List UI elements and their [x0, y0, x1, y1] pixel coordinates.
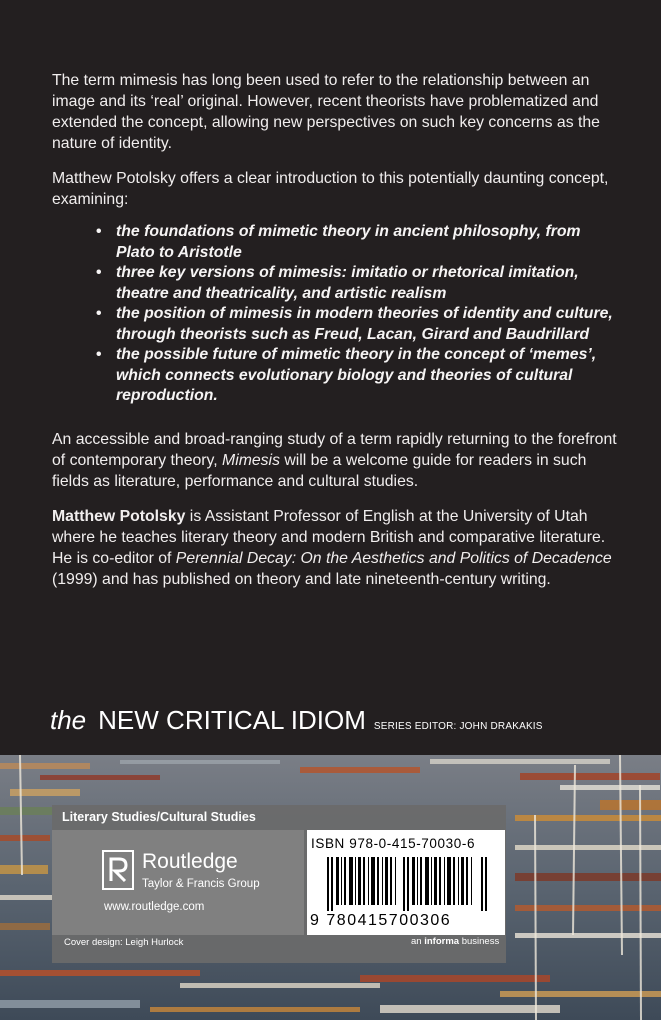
isbn-label: ISBN 978-0-415-70030-6: [311, 836, 476, 851]
publisher-group: Taylor & Francis Group: [142, 878, 260, 890]
informa-business: an informa business: [411, 936, 500, 947]
isbn-barcode-block: [307, 830, 505, 935]
bullet-icon: •: [96, 223, 102, 240]
barcode-icon: [327, 857, 487, 911]
topic-list: [52, 222, 617, 407]
summary-paragraph: An accessible and broad-ranging study of a term rapidly returning to the forefront of contemporary theory, Mimesis will be a welcome guide for readers in such fields as literature, performance and cultural studies.: [52, 430, 617, 490]
author-bio: Matthew Potolsky is Assistant Professor of English at the University of Utah where he teaches literary theory and modern British and comparative literature. He is co-editor of Perennial Decay: On the Aesthetics and Politics of Decadence (1999) and has published on theory and late nineteenth-century writing.: [52, 507, 612, 588]
publisher-block: [52, 830, 304, 935]
info-panel: [52, 805, 506, 963]
book-title: Mimesis: [222, 451, 280, 469]
list-item: • the possible future of mimetic theory in the concept of ‘memes’, which connects evolutionary biology and theories of cultural reproduction.: [96, 346, 597, 404]
bullet-icon: •: [96, 264, 102, 281]
routledge-logo-icon: [102, 850, 134, 890]
series-line: [50, 705, 543, 736]
list-item: • the position of mimesis in modern theories of identity and culture, through theorists such as Freud, Lacan, Girard and Baudrillard: [96, 305, 613, 343]
back-cover-text: [52, 70, 617, 590]
intro-paragraph: The term mimesis has long been used to refer to the relationship between an image and its ‘real’ original. However, recent theorists have problematized and extended the concept, allowing new perspectives on such key concerns as the nature of identity.: [52, 72, 600, 152]
publisher-website: www.routledge.com: [104, 901, 205, 913]
barcode-digits: 9 780415700306: [310, 912, 452, 929]
author-name: Matthew Potolsky: [52, 507, 186, 525]
cover-design-credit: Cover design: Leigh Hurlock: [64, 937, 184, 948]
list-item: • three key versions of mimesis: imitatio or rhetorical imitation, theatre and theatricality, and artistic realism: [96, 264, 579, 302]
subject-category: Literary Studies/Cultural Studies: [62, 810, 256, 824]
examining-paragraph: Matthew Potolsky offers a clear introduction to this potentially daunting concept, examining:: [52, 170, 609, 208]
coedited-book-title: Perennial Decay: On the Aesthetics and Politics of Decadence: [175, 549, 612, 567]
series-the: the: [50, 705, 87, 735]
list-item: • the foundations of mimetic theory in ancient philosophy, from Plato to Aristotle: [96, 223, 581, 261]
bullet-icon: •: [96, 305, 102, 322]
series-name: NEW CRITICAL IDIOM: [98, 705, 366, 735]
publisher-name: Routledge: [142, 850, 238, 873]
bullet-icon: •: [96, 346, 102, 363]
series-editor: SERIES EDITOR: JOHN DRAKAKIS: [373, 721, 543, 732]
